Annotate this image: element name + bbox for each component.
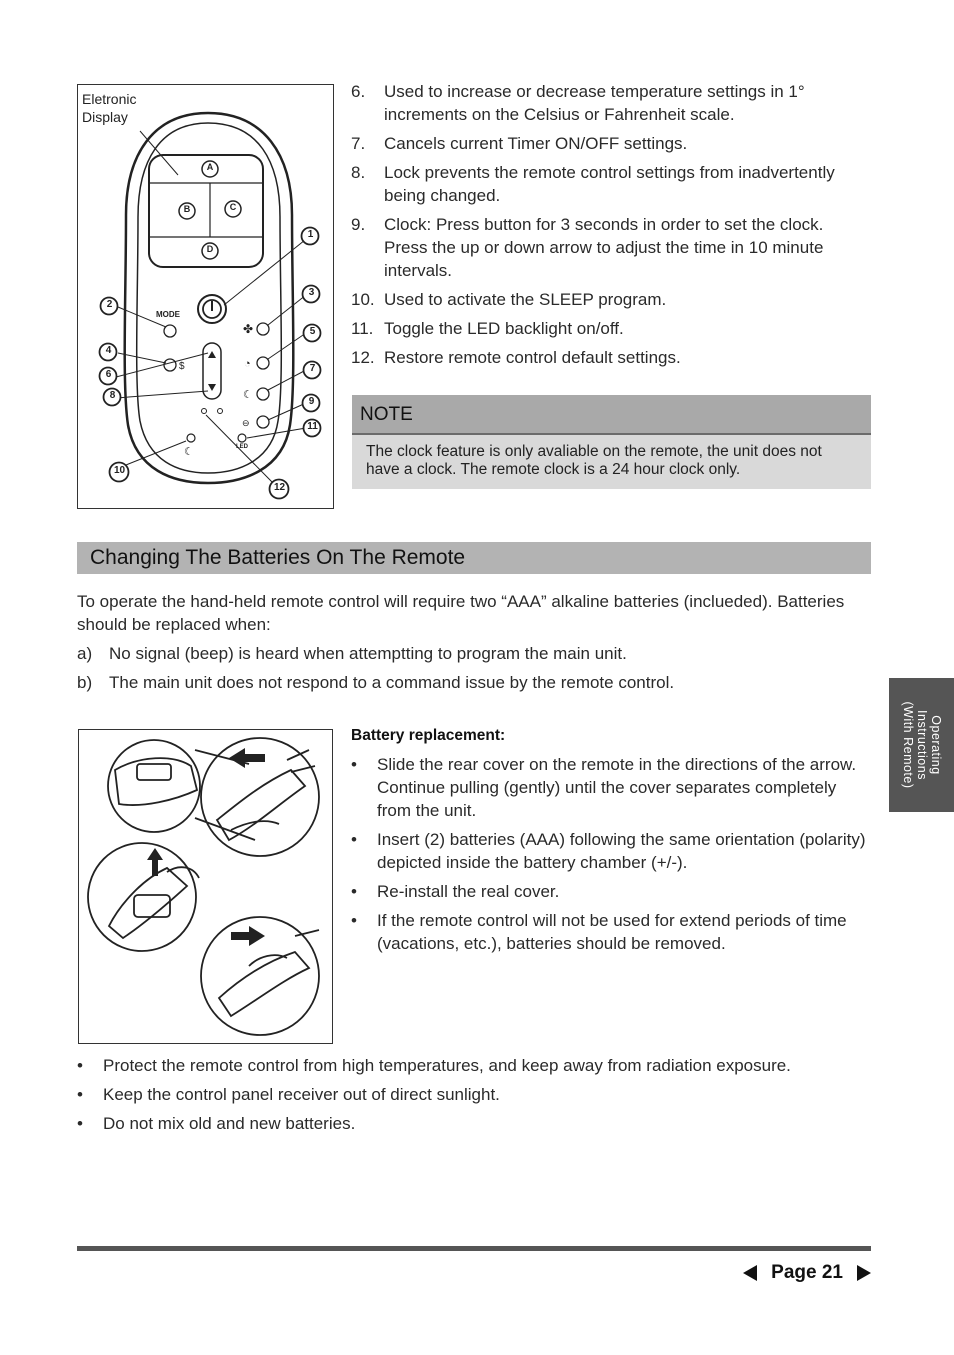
tip-text: Do not mix old and new batteries. [103, 1114, 356, 1133]
svg-text:◔: ◔ [244, 358, 251, 370]
callout-9: 9 [308, 396, 315, 407]
item-text: Toggle the LED backlight on/off. [384, 319, 624, 338]
battery-steps [351, 724, 871, 955]
bullet: • [351, 755, 357, 774]
item-number: 8. [351, 163, 366, 182]
note-heading: NOTE [352, 395, 871, 435]
side-tab-label [901, 678, 943, 812]
mode-label: MODE [156, 310, 180, 319]
item-number: 12. [351, 348, 375, 367]
item-text: Lock prevents the remote control settings from inadvertently being changed. [384, 163, 835, 205]
side-tab-line2: Instructions [914, 710, 929, 780]
key-letter-b: B [183, 204, 191, 214]
list-item [351, 288, 871, 311]
remote-diagram [77, 84, 334, 509]
callout-10: 10 [113, 465, 126, 476]
next-page-arrow-icon[interactable] [857, 1265, 871, 1281]
tip-text: Keep the control panel receiver out of direct sunlight. [103, 1085, 500, 1104]
svg-text:✤: ✤ [243, 322, 254, 336]
callout-12: 12 [273, 482, 286, 493]
condition-text: No signal (beep) is heard when attemptting to program the main unit. [109, 644, 627, 663]
section-side-tab [889, 678, 954, 812]
battery-illustration [79, 730, 332, 1043]
list-item [77, 1054, 871, 1077]
item-text: Used to increase or decrease temperature settings in 1° increments on the Celsius or Fahrenheit scale. [384, 82, 805, 124]
led-label: LED [236, 444, 248, 450]
item-number: 10. [351, 290, 375, 309]
callout-6: 6 [105, 369, 112, 380]
condition-item [77, 671, 871, 694]
list-item [351, 132, 871, 155]
key-letter-a: A [206, 162, 214, 172]
callout-7: 7 [309, 363, 316, 374]
bullet: • [351, 830, 357, 849]
list-item [351, 880, 871, 903]
callout-1: 1 [307, 229, 314, 240]
note-box [352, 395, 871, 489]
intro-text: To operate the hand-held remote control will require two “AAA” alkaline batteries (inclueded). Batteries should be replaced when: [77, 592, 845, 634]
list-item [351, 346, 871, 369]
item-text: Clock: Press button for 3 seconds in order to set the clock. Press the up or down arrow to adjust the time in 10 minute intervals. [384, 215, 824, 280]
battery-replacement-figure [78, 729, 333, 1044]
item-text: Restore remote control default settings. [384, 348, 681, 367]
previous-page-arrow-icon[interactable] [743, 1265, 757, 1281]
list-item [77, 1112, 871, 1135]
item-text: Used to activate the SLEEP program. [384, 290, 667, 309]
display-label-line1: Eletronic [82, 91, 137, 107]
list-item [351, 161, 871, 207]
footer-rule [77, 1246, 871, 1251]
page-navigation [743, 1262, 871, 1284]
callout-3: 3 [308, 287, 315, 298]
condition-text: The main unit does not respond to a command issue by the remote control. [109, 673, 675, 692]
item-number: 11. [351, 319, 374, 338]
callout-4: 4 [105, 345, 112, 356]
list-item [351, 909, 871, 955]
item-text: Cancels current Timer ON/OFF settings. [384, 134, 688, 153]
svg-text:⊖: ⊖ [242, 418, 250, 428]
note-body: The clock feature is only avaliable on the remote, the unit does not have a clock. The remote clock is a 24 hour clock only. [352, 435, 871, 489]
bullet: • [351, 911, 357, 930]
step-text: Slide the rear cover on the remote in the directions of the arrow. Continue pulling (gently) until the cover separates completely from the unit. [377, 755, 857, 820]
list-item [351, 80, 871, 126]
battery-intro [77, 590, 871, 694]
key-letter-c: C [229, 202, 237, 212]
item-number: 9. [351, 215, 366, 234]
side-tab-line1: Operating [928, 715, 943, 775]
step-text: Re-install the real cover. [377, 882, 560, 901]
svg-text:☾: ☾ [184, 446, 194, 458]
battery-heading: Battery replacement: [351, 727, 506, 744]
bullet: • [77, 1085, 83, 1104]
item-number: 6. [351, 82, 366, 101]
item-number: 7. [351, 134, 366, 153]
step-text: If the remote control will not be used for extend periods of time (vacations, etc.), batteries should be removed. [377, 911, 847, 953]
step-text: Insert (2) batteries (AAA) following the same orientation (polarity) depicted inside the battery chamber (+/-). [377, 830, 866, 872]
key-letter-d: D [206, 244, 214, 254]
svg-text:☾: ☾ [243, 389, 253, 401]
bullet: • [77, 1114, 83, 1133]
tip-text: Protect the remote control from high temperatures, and keep away from radiation exposure. [103, 1056, 791, 1075]
list-item [351, 213, 871, 282]
svg-text:$: $ [179, 361, 185, 372]
display-callout-label [82, 90, 136, 126]
bullet: • [77, 1056, 83, 1075]
section-heading: Changing The Batteries On The Remote [77, 542, 871, 574]
callout-11: 11 [307, 421, 318, 432]
list-item [77, 1083, 871, 1106]
page-number: Page 21 [771, 1262, 843, 1283]
list-item [351, 753, 871, 822]
callout-2: 2 [106, 299, 113, 310]
list-item [351, 828, 871, 874]
button-function-list [351, 80, 871, 369]
bullet: • [351, 882, 357, 901]
remote-illustration [78, 85, 333, 508]
care-tips [77, 1054, 871, 1135]
condition-label: a) [77, 644, 93, 663]
side-tab-line3: (With Remote) [900, 701, 915, 789]
display-label-line2: Display [82, 109, 128, 125]
list-item [351, 317, 871, 340]
condition-label: b) [77, 673, 93, 692]
callout-8: 8 [109, 390, 116, 401]
callout-5: 5 [309, 326, 316, 337]
condition-item [77, 642, 871, 665]
